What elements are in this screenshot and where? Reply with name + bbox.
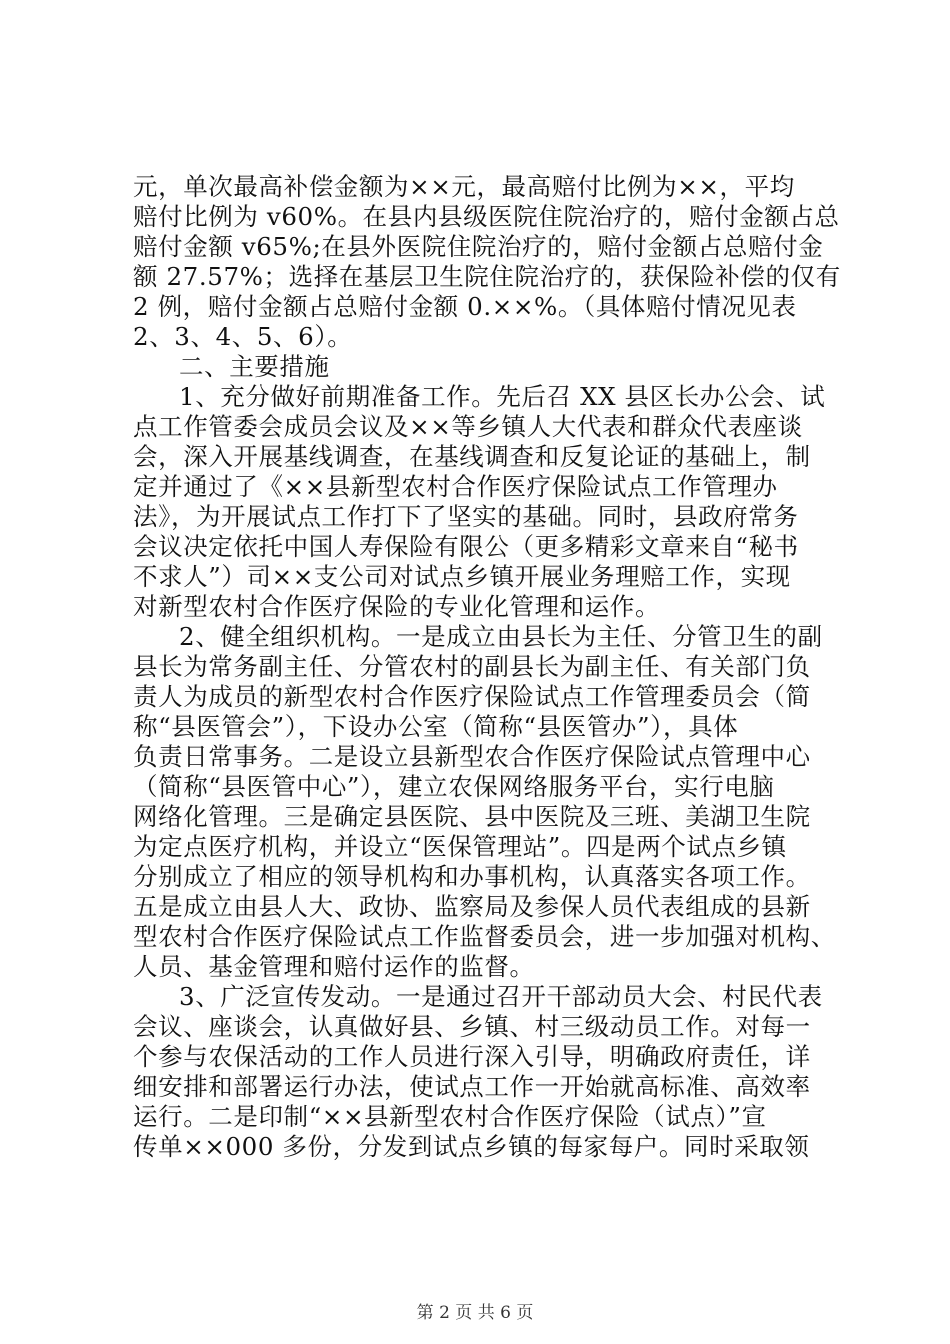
text-line: 型农村合作医疗保险试点工作监督委员会，进一步加强对机构、 [133,922,836,951]
text-line: 传单××000 多份，分发到试点乡镇的每家每户。同时采取领 [133,1132,810,1161]
text-line: 法》，为开展试点工作打下了坚实的基础。同时，县政府常务 [133,502,799,531]
text-line: 元，单次最高补偿金额为××元，最高赔付比例为××，平均 [133,172,795,201]
text-line: 称“县医管会”），下设办公室（简称“县医管办”），具体 [133,712,739,741]
paragraph-start: 2、健全组织机构。一是成立由县长为主任、分管卫生的副 [179,622,823,651]
text-line: 负责日常事务。二是设立县新型农合作医疗保险试点管理中心 [133,742,811,771]
text-line: 会议、座谈会，认真做好县、乡镇、村三级动员工作。对每一 [133,1012,811,1041]
text-line: 县长为常务副主任、分管农村的副县长为副主任、有关部门负 [133,652,811,681]
text-line: 定并通过了《××县新型农村合作医疗保险试点工作管理办 [133,472,778,501]
text-line: 运行。二是印制“××县新型农村合作医疗保险（试点）”宣 [133,1102,767,1131]
document-body [133,172,863,1162]
text-line: 赔付比例为 v60%。在县内县级医院住院治疗的，赔付金额占总 [133,202,840,231]
page-footer: 第 2 页 共 6 页 [416,1303,534,1323]
text-line: 不求人”）司××支公司对试点乡镇开展业务理赔工作，实现 [133,562,791,591]
text-line: 网络化管理。三是确定县医院、县中医院及三班、美湖卫生院 [133,802,811,831]
text-line: 为定点医疗机构，并设立“医保管理站”。四是两个试点乡镇 [133,832,787,861]
text-line: 点工作管委会成员会议及××等乡镇人大代表和群众代表座谈 [133,412,803,441]
text-line: 对新型农村合作医疗保险的专业化管理和运作。 [133,592,661,621]
text-line: 赔付金额 v65%;在县外医院住院治疗的，赔付金额占总赔付金 [133,232,824,261]
text-line: 人员、基金管理和赔付运作的监督。 [133,952,535,981]
section-heading: 二、主要措施 [179,352,330,381]
text-line: 会，深入开展基线调查，在基线调查和反复论证的基础上，制 [133,442,811,471]
paragraph-start: 3、广泛宣传发动。一是通过召开干部动员大会、村民代表 [179,982,823,1011]
text-line: 2 例，赔付金额占总赔付金额 0.××%。（具体赔付情况见表 [133,292,797,321]
text-line: 会议决定依托中国人寿保险有限公（更多精彩文章来自“秘书 [133,532,799,561]
text-line: 责人为成员的新型农村合作医疗保险试点工作管理委员会（简 [133,682,811,711]
text-line: 个参与农保活动的工作人员进行深入引导，明确政府责任，详 [133,1042,811,1071]
text-line: 2、3、4、5、6）。 [133,322,353,351]
paragraph-start: 1、充分做好前期准备工作。先后召 XX 县区长办公会、试 [179,382,826,411]
text-line: 额 27.57%；选择在基层卫生院住院治疗的，获保险补偿的仅有 [133,262,841,291]
text-line: 五是成立由县人大、政协、监察局及参保人员代表组成的县新 [133,892,811,921]
text-line: 分别成立了相应的领导机构和办事机构，认真落实各项工作。 [133,862,811,891]
text-line: 细安排和部署运行办法，使试点工作一开始就高标准、高效率 [133,1072,811,1101]
text-line: （简称“县医管中心”），建立农保网络服务平台，实行电脑 [133,772,775,801]
